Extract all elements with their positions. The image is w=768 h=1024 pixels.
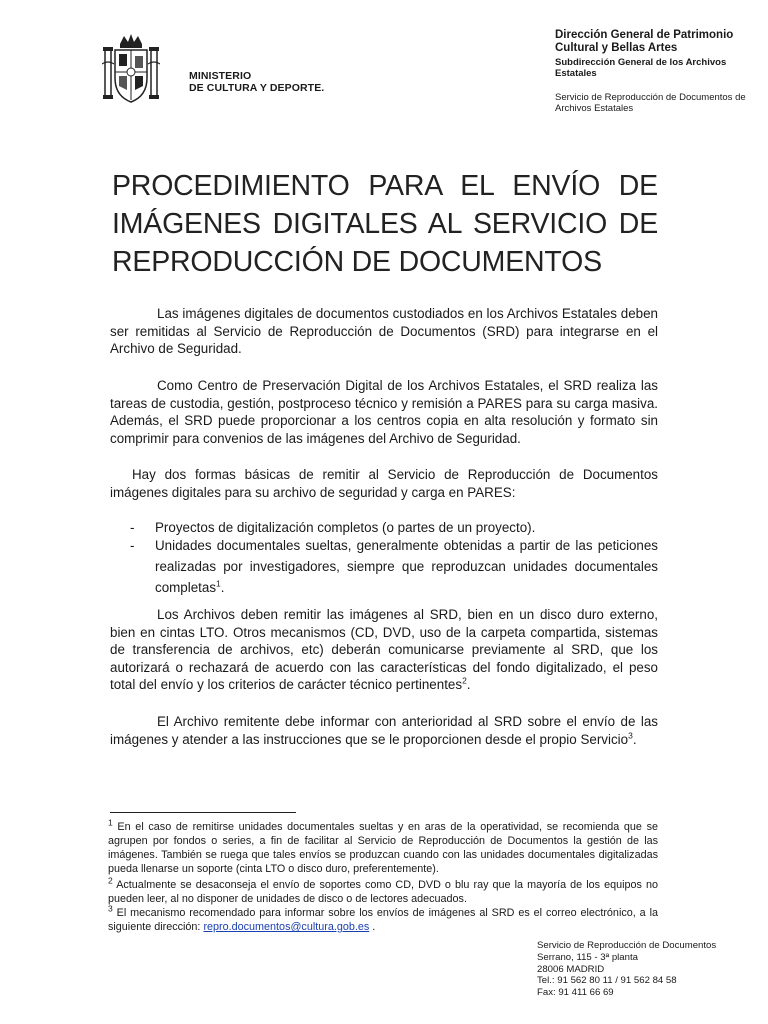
paragraph-4-period: . — [466, 677, 471, 692]
footnote-separator — [110, 812, 296, 813]
document-title: PROCEDIMIENTO PARA EL ENVÍO DE IMÁGENES DIGITALES AL SERVICIO DE REPRODUCCIÓN DE DOCUMENTOS — [112, 170, 658, 278]
footnote-3-text: El mecanismo recomendado para informar sobre los envíos de imágenes al SRD es el correo electrónico, a la siguiente dirección: — [108, 907, 658, 933]
footnote-2-mark: 2 — [108, 875, 113, 886]
list-dash: - — [130, 537, 135, 553]
paragraph-1 — [110, 305, 658, 358]
paragraph-5 — [110, 713, 658, 748]
address-line-2: Serrano, 115 - 3ª planta — [537, 951, 638, 963]
paragraph-4-text: Los Archivos deben remitir las imágenes al SRD, bien en un disco duro externo, bien en cintas LTO. Otros mecanismos (CD, DVD, uso de la carpeta compartida, sistemas de transferencia de archivos, etc) deberán comunicarse previamente al SRD, que los autorizará o rechazará de acuerdo con las características del fondo digitalizado, el peso total del envío y los criterios de carácter técnico pertinentes — [110, 607, 658, 692]
address-line-4: Tel.: 91 562 80 11 / 91 562 84 58 — [537, 975, 677, 987]
paragraph-4 — [110, 606, 658, 694]
list-item-2-period: . — [220, 579, 225, 595]
footnote-1-mark: 1 — [108, 817, 113, 828]
email-link[interactable]: repro.documentos@cultura.gob.es — [203, 921, 370, 933]
footnote-ref-1[interactable]: 1 — [216, 578, 221, 589]
methods-list — [110, 519, 658, 598]
footnote-ref-3[interactable]: 3 — [628, 730, 633, 741]
footnote-2 — [108, 875, 658, 906]
footnote-2-text: Actualmente se desaconseja el envío de soportes como CD, DVD o blu ray que la mayoría de los equipos no pueden leer, al no disponer de unidades de disco o de lectores adecuados. — [108, 879, 658, 905]
paragraph-2-text: Como Centro de Preservación Digital de los Archivos Estatales, el SRD realiza las tareas de custodia, gestión, postproceso técnico y remisión a PARES para su carga masiva. Además, el SRD puede proporcionar a los centros copia en alta resolución y formato sin comprimir para convenios de las imágenes del Archivo de Seguridad. — [110, 378, 658, 446]
footnote-ref-2[interactable]: 2 — [462, 675, 467, 686]
footnote-1 — [108, 817, 658, 876]
dept-line-2: Subdirección General de los Archivos Estatales — [555, 57, 727, 79]
list-item — [110, 535, 658, 598]
paragraph-3 — [110, 466, 658, 501]
footer-address — [537, 940, 716, 999]
ministry-name — [189, 70, 324, 94]
paragraph-5-period: . — [632, 731, 637, 747]
dept-line-3: Servicio de Reproducción de Documentos de Archivos Estatales — [555, 92, 746, 114]
footnote-3-end: . — [369, 921, 376, 933]
list-dash: - — [130, 520, 135, 535]
footnote-3 — [108, 903, 658, 934]
paragraph-1-text: Las imágenes digitales de documentos custodiados en los Archivos Estatales deben ser remitidas al Servicio de Reproducción de Documentos (SRD) para integrarse en el Archivo de Seguridad. — [110, 306, 658, 356]
coat-of-arms-icon — [102, 34, 160, 106]
footnote-1-text: En el caso de remitirse unidades documentales sueltas y en aras de la operatividad, se recomienda que se agrupen por fondos o series, a fin de facilitar al Servicio de Reproducción de Documentos la gestión de las imágenes. También se ruega que tales envíos se produzcan cuando con las unidades documentales digitalizadas pueda llenarse un soporte (cinta LTO o disco duro, preferentemente). — [108, 821, 658, 875]
ministry-line-2: DE CULTURA Y DEPORTE. — [189, 82, 325, 94]
address-line-3: 28006 MADRID — [537, 963, 605, 975]
paragraph-3-text: Hay dos formas básicas de remitir al Servicio de Reproducción de Documentos imágenes digitales para su archivo de seguridad y carga en PARES: — [110, 467, 658, 500]
list-item-2-text: Unidades documentales sueltas, generalmente obtenidas a partir de las peticiones realizadas por investigadores, siempre que reproduzcan unidades documentales completas — [155, 537, 658, 595]
address-line-1: Servicio de Reproducción de Documentos — [537, 940, 717, 951]
ministry-line-1: MINISTERIO — [189, 70, 252, 82]
dept-line-1: Dirección General de Patrimonio Cultural y Bellas Artes — [555, 29, 734, 54]
paragraph-2 — [110, 377, 658, 447]
department-block — [555, 29, 755, 114]
paragraph-5-text: El Archivo remitente debe informar con anterioridad al SRD sobre el envío de las imágenes y atender a las instrucciones que se le proporcionen desde el propio Servicio — [110, 714, 658, 747]
footnote-3-mark: 3 — [108, 903, 113, 914]
list-item-1-text: Proyectos de digitalización completos (o partes de un proyecto). — [155, 520, 536, 535]
address-line-5: Fax: 91 411 66 69 — [537, 987, 614, 999]
